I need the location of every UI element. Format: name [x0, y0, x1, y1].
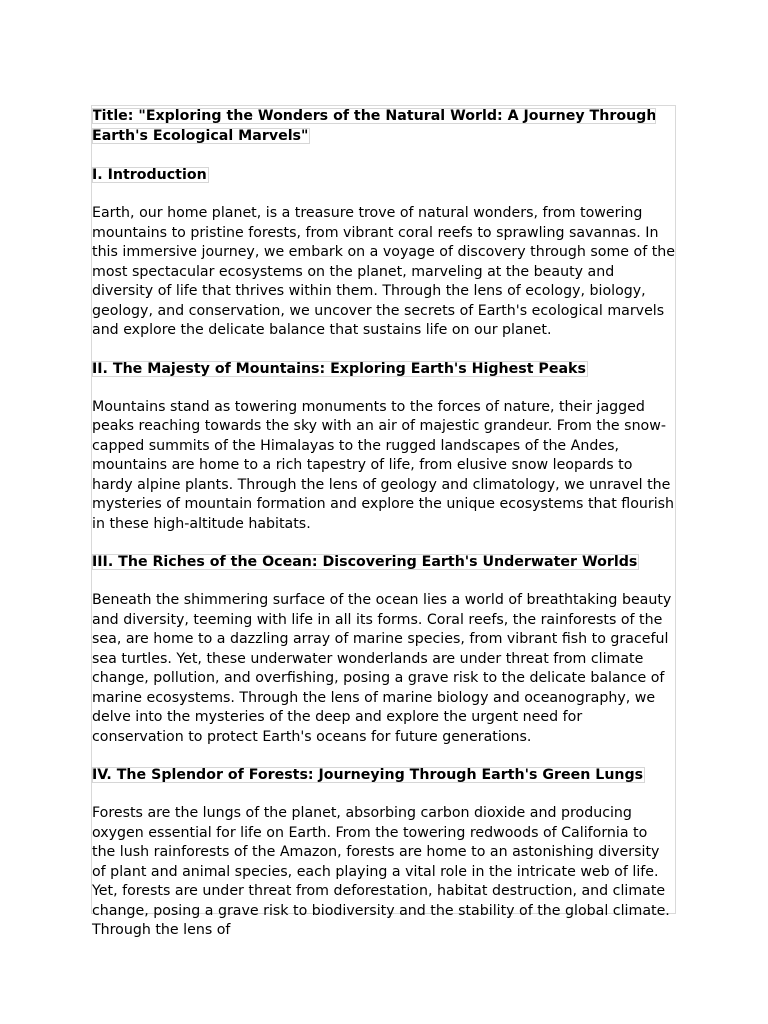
document-title: Title: "Exploring the Wonders of the Natural World: A Journey Through Earth's Ecological Marvels"	[92, 108, 657, 144]
document-page	[91, 105, 676, 938]
spacer	[92, 146, 675, 165]
section-2-heading: II. The Majesty of Mountains: Exploring Earth's Highest Peaks	[92, 360, 586, 377]
spacer	[92, 341, 675, 359]
spacer	[92, 785, 675, 804]
section-3-body: Beneath the shimmering surface of the ocean lies a world of breathtaking beauty and diversity, teeming with life in all its forms. Coral reefs, the rainforests of the sea, are home to a dazzling array of marine species, from vibrant fish to graceful sea turtles. Yet, these underwater wonderlands are under threat from climate change, pollution, and overfishing, posing a grave risk to the delicate balance of marine ecosystems. Through the lens of marine biology and oceanography, we delve into the mysteries of the deep and explore the urgent need for conservation to protect Earth's oceans for future generations.	[92, 592, 672, 745]
section-1-heading-block	[92, 165, 675, 185]
section-4-heading-block	[92, 765, 675, 785]
section-3-heading: III. The Riches of the Ocean: Discovering Earth's Underwater Worlds	[92, 554, 638, 570]
section-4-body: Forests are the lungs of the planet, absorbing carbon dioxide and producing oxygen essential for life on Earth. From the towering redwoods of California to the lush rainforests of the Amazon, forests are home to an astonishing diversity of plant and animal species, each playing a vital role in the intricate web of life. Yet, forests are under threat from deforestation, habitat destruction, and climate change, posing a grave risk to biodiversity and the stability of the global climate. Through the lens of	[92, 805, 670, 938]
section-4-heading: IV. The Splendor of Forests: Journeying Through Earth's Green Lungs	[92, 767, 644, 783]
spacer	[92, 747, 675, 765]
document-title-block	[92, 106, 675, 146]
section-2-heading-block	[92, 359, 675, 379]
section-1-body: Earth, our home planet, is a treasure trove of natural wonders, from towering mountains to pristine forests, from vibrant coral reefs to sprawling savannas. In this immersive journey, we embark on a voyage of discovery through some of the most spectacular ecosystems on the planet, marveling at the beauty and diversity of life that thrives within them. Through the lens of ecology, biology, geology, and conservation, we uncover the secrets of Earth's ecological marvels and explore the delicate balance that sustains life on our planet.	[92, 205, 676, 338]
spacer	[92, 379, 675, 398]
section-1-heading: I. Introduction	[92, 167, 207, 183]
section-3-heading-block	[92, 552, 675, 572]
spacer	[92, 572, 675, 591]
spacer	[92, 185, 675, 204]
section-2-body: Mountains stand as towering monuments to the forces of nature, their jagged peaks reaching towards the sky with an air of majestic grandeur. From the snow-capped summits of the Himalayas to the rugged landscapes of the Andes, mountains are home to a rich tapestry of life, from elusive snow leopards to hardy alpine plants. Through the lens of geology and climatology, we unravel the mysteries of mountain formation and explore the unique ecosystems that flourish in these high-altitude habitats.	[92, 398, 675, 532]
spacer	[92, 534, 675, 552]
